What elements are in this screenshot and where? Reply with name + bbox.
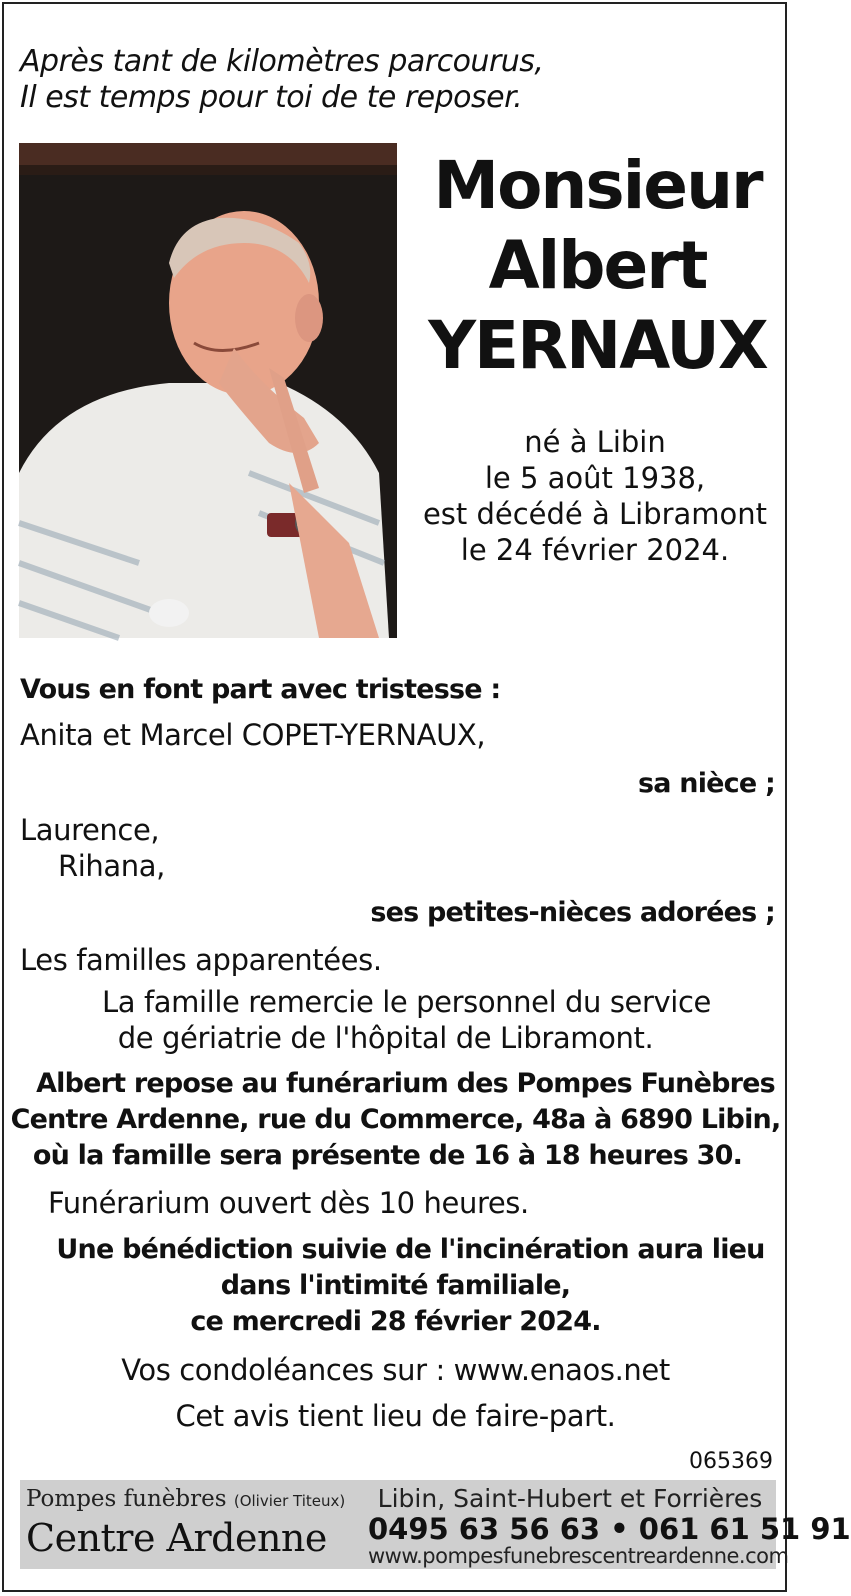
portrait-photo [19,143,397,638]
family-intro: Vous en font part avec tristesse : [20,674,501,705]
quote-line-2: Il est temps pour toi de te reposer. [20,80,523,115]
ceremony-line-3: ce mercredi 28 février 2024. [190,1306,601,1337]
deceased-title: Monsieur [433,147,762,224]
funeral-home-label [26,1486,345,1512]
niece-names: Anita et Marcel COPET-YERNAUX, [20,718,486,752]
funeral-home-phones: 0495 63 56 63 • 061 61 51 91 [368,1512,851,1546]
reference-code: 065369 [689,1449,773,1474]
condolences-line: Vos condoléances sur : www.enaos.net [121,1353,670,1387]
deceased-first-name: Albert [488,227,707,304]
birth-place: né à Libin [524,425,666,459]
death-place: est décédé à Libramont [422,497,768,531]
niece-relation: sa nièce ; [638,768,775,799]
thanks-line-1: La famille remercie le personnel du service [102,985,711,1019]
funerarium-line-1: Albert repose au funérarium des Pompes Funèbres [36,1068,775,1099]
grandniece-1: Laurence, [20,813,160,847]
thanks-line-2: de gériatrie de l'hôpital de Libramont. [117,1021,654,1055]
funeral-home-name: Centre Ardenne [26,1516,327,1560]
funeral-home-label-text: Pompes funèbres [26,1486,227,1512]
funeral-home-banner [20,1480,851,1569]
quote-line-1: Après tant de kilomètres parcourus, [20,44,544,79]
grandniece-2: Rihana, [58,849,165,883]
death-date: le 24 février 2024. [460,533,730,567]
funeral-home-website[interactable]: www.pompesfunebrescentreardenne.com [368,1544,789,1568]
deceased-last-name: YERNAUX [428,307,767,384]
notice-line: Cet avis tient lieu de faire-part. [175,1399,616,1433]
funerarium-hours: Funérarium ouvert dès 10 heures. [48,1186,529,1220]
funerarium-line-2: Centre Ardenne, rue du Commerce, 48a à 6890 Libin, [10,1104,781,1135]
birth-date: le 5 août 1938, [484,461,706,495]
relatives: Les familles apparentées. [20,943,382,977]
portrait-image [19,143,397,638]
funerarium-line-3: où la famille sera présente de 16 à 18 heures 30. [32,1140,743,1171]
grandniece-relation: ses petites-nièces adorées ; [370,897,775,928]
funeral-home-owner: (Olivier Titeux) [233,1492,346,1510]
ceremony-line-2: dans l'intimité familiale, [220,1270,571,1301]
ceremony-line-1: Une bénédiction suivie de l'incinération aura lieu [56,1234,765,1265]
funeral-home-locations: Libin, Saint-Hubert et Forrières [377,1484,763,1513]
